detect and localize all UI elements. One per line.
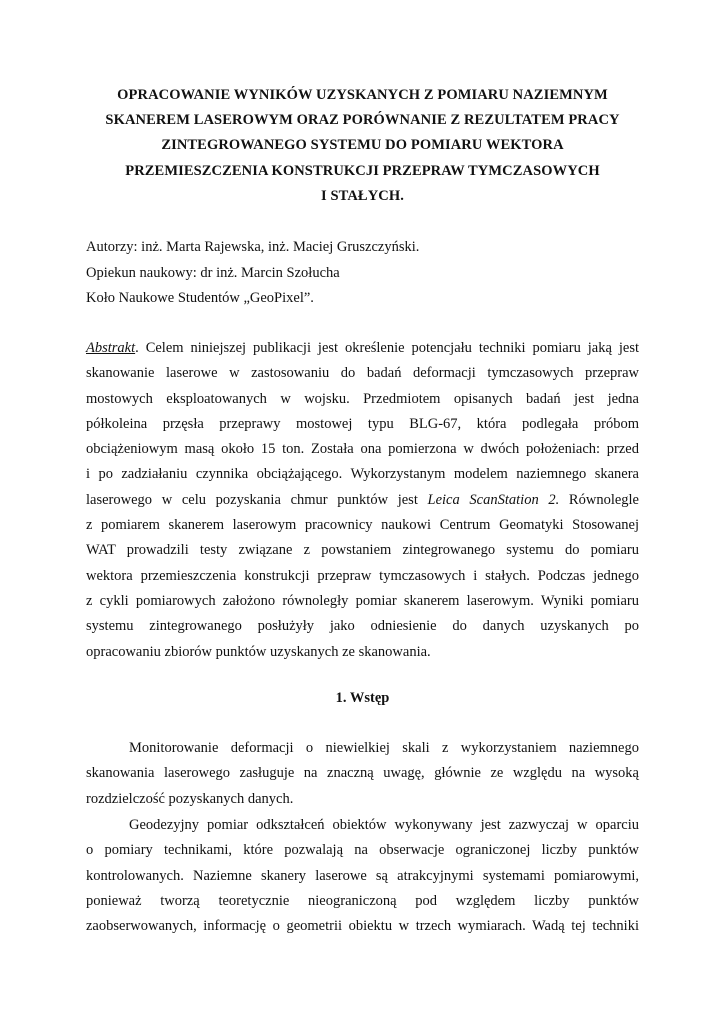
abstract-line: półkoleina przęsła przeprawy mostowej typu BLG-67, która podlegała próbom (86, 415, 639, 432)
abstract-line (86, 336, 639, 361)
paragraph-line: skanowania laserowego zasługuje na znaczną uwagę, głównie ze względu na wysoką (86, 765, 639, 782)
section-heading: 1. Wstęp (335, 690, 390, 706)
abstract-line-text: laserowego w celu pozyskania chmur punktów jest (86, 491, 428, 508)
author-info (86, 235, 639, 312)
club-line: Koło Naukowe Studentów „GeoPixel”. (86, 290, 314, 306)
paragraph-line: rozdzielczość pozyskanych danych. (86, 790, 294, 807)
title-line: OPRACOWANIE WYNIKÓW UZYSKANYCH Z POMIARU NAZIEMNYM (117, 87, 608, 103)
title-line: SKANEREM LASEROWYM ORAZ PORÓWNANIE Z REZULTATEM PRACY (105, 112, 620, 129)
abstract-line: i po zadziałaniu czynnika obciążającego. Wykorzystanym modelem naziemnego skanera (86, 466, 639, 483)
abstract-line (86, 488, 639, 513)
paragraph-line: Geodezyjny pomiar odkształceń obiektów wykonywany jest zazwyczaj w oparciu (129, 817, 639, 833)
scanner-model: Leica ScanStation 2. (427, 491, 560, 508)
abstract-line: mostowych eksploatowanych w wojsku. Przedmiotem opisanych badań jest jedna (86, 390, 639, 407)
abstract (86, 336, 639, 665)
supervisor-line: Opiekun naukowy: dr inż. Marcin Szołucha (86, 264, 340, 281)
title-line: ZINTEGROWANEGO SYSTEMU DO POMIARU WEKTORA (161, 137, 564, 154)
paragraph-line: Monitorowanie deformacji o niewielkiej skali z wykorzystaniem naziemnego (129, 740, 639, 756)
abstract-line: obciążeniowym masą około 15 ton. Została ona pomierzona w dwóch położeniach: przed (86, 441, 639, 458)
paragraph-line: kontrolowanych. Naziemne skanery laserowe są atrakcyjnymi systemami pomiarowymi, (86, 867, 639, 884)
title-line: I STAŁYCH. (321, 187, 404, 204)
abstract-label: Abstrakt (86, 340, 136, 356)
abstract-line: skanowanie laserowe w zastosowaniu do badań deformacji tymczasowych przepraw (86, 365, 639, 382)
abstract-line-text: . Celem niniejszej publikacji jest określenie potencjału techniki pomiaru jaką jest (135, 340, 639, 356)
body-paragraph (86, 813, 639, 939)
paragraph-line: zaobserwowanych, informację o geometrii obiektu w trzech wymiarach. Wadą tej techniki (86, 918, 639, 935)
abstract-line: z cykli pomiarowych założono równoległy pomiar skanerem laserowym. Wyniki pomiaru (86, 592, 639, 609)
authors-line: Autorzy: inż. Marta Rajewska, inż. Maciej Gruszczyński. (86, 239, 420, 255)
title-line: PRZEMIESZCZENIA KONSTRUKCJI PRZEPRAW TYMCZASOWYCH (125, 162, 600, 179)
abstract-line-tail: Równolegle (559, 491, 639, 508)
abstract-line: wektora przemieszczenia konstrukcji przepraw tymczasowych i stałych. Podczas jednego (86, 567, 639, 584)
paper-title (86, 83, 639, 209)
abstract-line: systemu zintegrowanego posłużyły jako odniesienie do danych uzyskanych po (86, 618, 639, 635)
paragraph-line: ponieważ tworzą teoretycznie nieograniczoną pod względem liczby punktów (86, 892, 639, 909)
body-paragraph (86, 736, 639, 812)
abstract-line: opracowaniu zbiorów punktów uzyskanych ze skanowania. (86, 643, 431, 660)
paragraph-line: o pomiary technikami, które pozwalają na obserwacje ograniczonej liczby punktów (86, 842, 639, 859)
abstract-line: z pomiarem skanerem laserowym pracownicy naukowi Centrum Geomatyki Stosowanej (86, 517, 639, 534)
abstract-line: WAT prowadzili testy związane z powstaniem zintegrowanego systemu do pomiaru (86, 542, 639, 559)
